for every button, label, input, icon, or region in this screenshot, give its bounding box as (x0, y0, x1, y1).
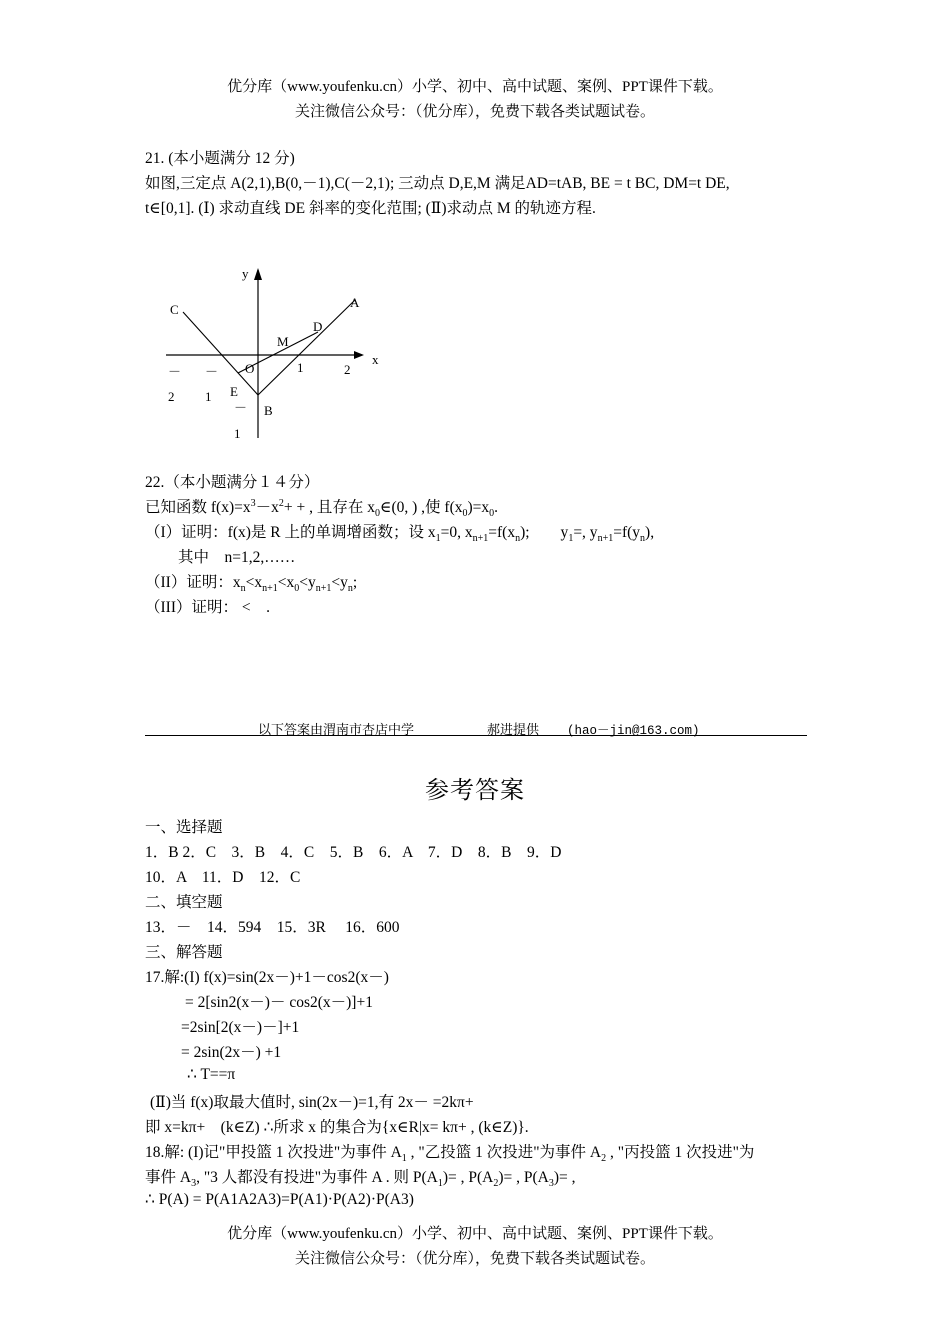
tick-neg1-sign: － (205, 364, 219, 379)
tick-neg2-sign: － (168, 364, 182, 379)
answers-section-1: 一、选择题 (145, 819, 223, 836)
q22-part-1-line-2: 其中 n=1,2,…… (178, 549, 296, 566)
x-axis-arrow (354, 351, 364, 359)
solution-17-line-5: ∴ T==π (187, 1066, 236, 1083)
header-line-1: 优分库（www.youfenku.cn）小学、初中、高中试题、案例、PPT课件下载。 (227, 79, 723, 95)
point-label-M: M (277, 334, 289, 349)
q21-line-1: 如图,三定点 A(2,1),B(0,－1),C(－2,1); 三动点 D,E,M 满足AD=tAB, BE = t BC, DM=t DE, (145, 175, 730, 192)
x-axis-label: x (372, 352, 379, 367)
q22-title: 22.（本小题满分１４分） (145, 474, 320, 491)
choice-answers-line-1: 1．B 2．C 3．B 4．C 5．B 6．A 7．D 8．B 9．D (145, 844, 562, 861)
divider-rule (145, 735, 807, 736)
tick-y-neg1-sign: － (234, 400, 248, 415)
footer-line-1: 优分库（www.youfenku.cn）小学、初中、高中试题、案例、PPT课件下载。 (227, 1226, 723, 1242)
choice-answers-line-2: 10．A 11．D 12．C (145, 869, 301, 886)
point-label-B: B (264, 403, 273, 418)
q22-line-1: 已知函数 $f(x)=x^3-x^2+$ + , 且存在 $x_0\in(0$, ) ,使 $f(x_0)=x_0$. (145, 497, 499, 520)
footer-line-2: 关注微信公众号：（优分库），免费下载各类试题试卷。 (294, 1251, 655, 1267)
solution-17-line-2: = 2[sin2(x－)－ cos2(x－)]+1 (185, 994, 373, 1011)
q21-title: 21. (本小题满分 12 分) (145, 150, 295, 167)
q22-part-1: （I）证明：f(x)是 R 上的单调增函数；设 $x_1=0$, $x_{n+1}=f(x_n)$; $y_1=$, $y_{n+1}=f(y_n)$, (145, 524, 655, 545)
q22-part-3: （III）证明： < . (145, 599, 270, 616)
segment-BA (258, 300, 355, 395)
solution-17-line-1: 17.解:(I) f(x)=sin(2x－)+1－cos2(x－) (145, 969, 389, 986)
y-axis-arrow (254, 268, 262, 280)
point-label-A: A (350, 295, 360, 310)
tick-neg2-num: 2 (168, 389, 175, 404)
tick-1: 1 (297, 360, 304, 375)
tick-2: 2 (344, 362, 351, 377)
segment-CB (183, 312, 258, 395)
credit-email: (hao－jin@163.com) (567, 724, 700, 738)
q22-part-2: （II）证明：$x_n<x_{n+1}<x_0<y_{n+1}<y_n$; (145, 574, 358, 595)
solution-17-line-7: 即 x=kπ+ (k∈Z) ∴所求 x 的集合为{x∈R|x= kπ+ , (k∈Z)}. (145, 1119, 529, 1136)
answers-title: 参考答案 (425, 778, 525, 804)
y-axis-label: y (242, 266, 249, 281)
solution-17-line-4: = 2sin(2x－) +1 (181, 1044, 282, 1061)
point-label-O: O (245, 361, 255, 376)
credit-person: 郝进提供 (487, 722, 540, 737)
solution-18-line-3: ∴ P(A) = P(A1A2A3)=P(A1)·P(A2)·P(A3) (145, 1191, 414, 1208)
q21-figure (150, 260, 390, 450)
q21-line-2: t∈[0,1]. (Ⅰ) 求动直线 DE 斜率的变化范围; (Ⅱ)求动点 M 的轨迹方程. (145, 200, 596, 217)
fill-answers-line: 13．－ 14．594 15．3R 16．600 (145, 919, 400, 936)
solution-18-line-2: 事件 $A_3$, "3 人都没有投进"为事件 A . 则 $P(A_1)=$ , $P(A_2)=$ , $P(A_3)=$ , (145, 1169, 576, 1190)
point-label-C: C (170, 302, 179, 317)
solution-17-line-3: =2sin[2(x－)－]+1 (181, 1019, 300, 1036)
solution-17-line-6: (Ⅱ)当 f(x)取最大值时, sin(2x－)=1,有 2x－ =2kπ+ (150, 1094, 474, 1111)
tick-neg1-num: 1 (205, 389, 212, 404)
tick-y-neg1-num: 1 (234, 426, 241, 441)
point-label-E: E (230, 384, 238, 399)
credit-school: 以下答案由渭南市杏店中学 (258, 722, 415, 737)
point-label-D: D (313, 319, 323, 334)
answers-section-2: 二、填空题 (145, 894, 223, 911)
solution-18-line-1: 18.解: (I)记"甲投篮 1 次投进"为事件 $A_1$ , "乙投篮 1 次投进"为事件 $A_2$ , "丙投篮 1 次投进"为 (145, 1144, 755, 1165)
answers-section-3: 三、解答题 (145, 944, 223, 961)
header-line-2: 关注微信公众号：（优分库），免费下载各类试题试卷。 (294, 104, 655, 120)
